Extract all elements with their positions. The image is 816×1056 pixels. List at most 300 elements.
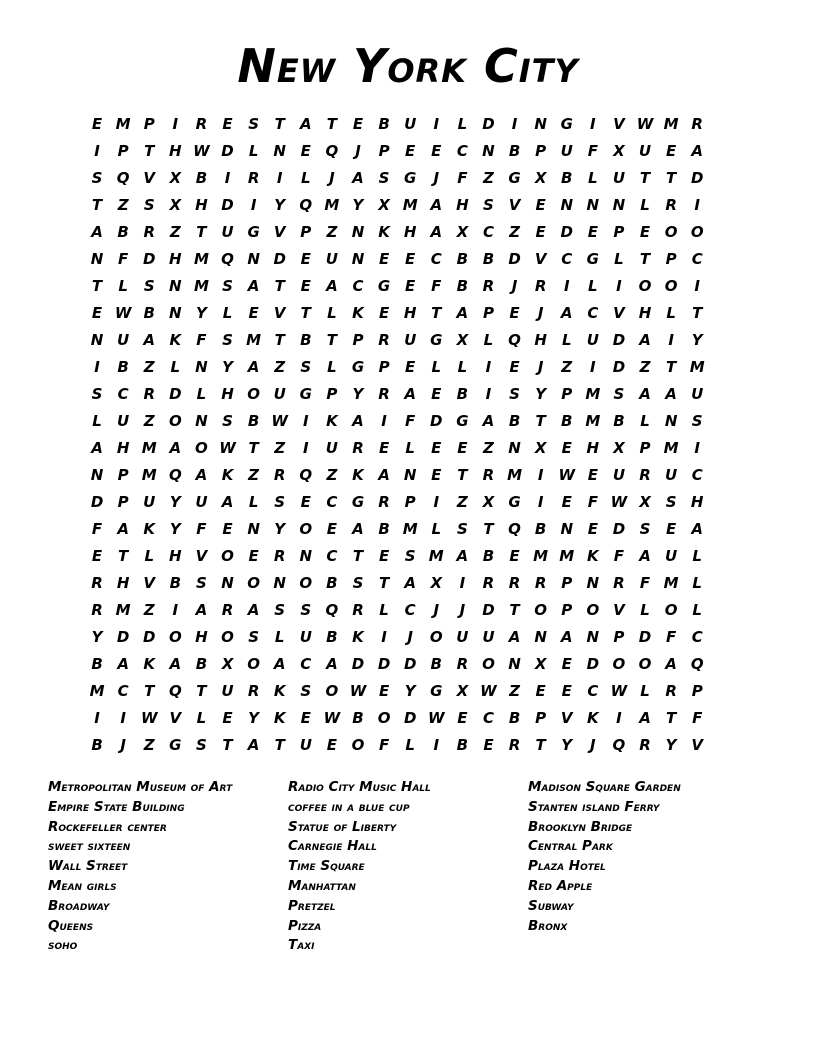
grid-cell: E xyxy=(535,223,546,241)
grid-cell: Z xyxy=(326,223,338,241)
grid-cell: G xyxy=(430,682,443,700)
grid-cell: D xyxy=(169,385,182,403)
grid-cell: W xyxy=(427,709,445,727)
grid-cell: A xyxy=(247,277,260,295)
grid-cell: U xyxy=(482,628,495,646)
grid-cell: F xyxy=(378,736,390,754)
grid-cell: L xyxy=(666,304,676,322)
grid-cell: Q xyxy=(325,601,339,619)
grid-cell: V xyxy=(273,223,286,241)
word-list-item: coffee in a blue cup xyxy=(288,798,410,815)
grid-cell: Q xyxy=(168,682,182,700)
grid-cell: I xyxy=(303,412,309,430)
grid-cell: P xyxy=(143,115,155,133)
grid-cell: P xyxy=(300,223,312,241)
grid-cell: S xyxy=(222,277,233,295)
grid-cell: W xyxy=(558,466,575,484)
grid-cell: F xyxy=(587,493,598,511)
grid-cell: B xyxy=(143,304,155,322)
grid-cell: V xyxy=(195,547,208,565)
grid-cell: R xyxy=(639,466,651,484)
grid-cell: Z xyxy=(326,466,338,484)
grid-cell: E xyxy=(378,439,390,457)
grid-cell: R xyxy=(247,169,260,187)
grid-row xyxy=(84,300,734,327)
grid-cell: K xyxy=(221,466,234,484)
grid-cell: Y xyxy=(195,304,207,322)
grid-cell: L xyxy=(196,709,207,727)
grid-cell: I xyxy=(433,736,440,754)
grid-cell: O xyxy=(351,736,365,754)
grid-cell: S xyxy=(483,196,494,214)
grid-cell: K xyxy=(169,331,182,349)
grid-cell: N xyxy=(664,412,678,430)
word-list-column xyxy=(528,778,768,956)
word-list-item: Time Square xyxy=(288,858,365,875)
grid-row xyxy=(84,138,734,165)
grid-row xyxy=(84,111,734,138)
grid-row xyxy=(84,381,734,408)
grid-cell: M xyxy=(141,466,157,484)
grid-cell: C xyxy=(117,385,129,403)
grid-cell: V xyxy=(613,601,625,619)
grid-cell: I xyxy=(485,385,492,403)
grid-cell: V xyxy=(169,709,182,727)
grid-cell: M xyxy=(246,331,262,349)
grid-cell: S xyxy=(143,277,155,295)
grid-cell: S xyxy=(352,574,364,592)
grid-cell: H xyxy=(169,250,182,268)
grid-cell: D xyxy=(612,520,626,538)
grid-cell: R xyxy=(665,682,677,700)
grid-cell: M xyxy=(559,547,575,565)
grid-cell: A xyxy=(665,655,677,673)
grid-cell: B xyxy=(482,250,495,268)
grid-cell: N xyxy=(299,547,313,565)
grid-cell: O xyxy=(664,277,678,295)
grid-cell: E xyxy=(431,439,442,457)
grid-cell: C xyxy=(352,277,364,295)
grid-cell: H xyxy=(116,574,130,592)
grid-cell: M xyxy=(663,115,679,133)
grid-cell: B xyxy=(352,709,364,727)
grid-cell: I xyxy=(668,331,674,349)
grid-cell: X xyxy=(613,439,625,457)
grid-cell: D xyxy=(403,709,417,727)
grid-cell: D xyxy=(638,628,652,646)
grid-cell: X xyxy=(639,493,651,511)
grid-cell: E xyxy=(665,142,677,160)
grid-cell: E xyxy=(405,277,416,295)
grid-cell: U xyxy=(299,628,312,646)
grid-cell: N xyxy=(169,304,182,322)
grid-cell: Z xyxy=(483,169,494,187)
grid-cell: U xyxy=(665,547,678,565)
grid-cell: T xyxy=(274,115,285,133)
grid-cell: S xyxy=(248,115,260,133)
grid-cell: C xyxy=(561,250,573,268)
grid-cell: G xyxy=(508,493,521,511)
grid-cell: R xyxy=(534,574,547,592)
grid-cell: A xyxy=(639,709,651,727)
grid-cell: E xyxy=(431,466,442,484)
grid-cell: E xyxy=(300,250,311,268)
grid-cell: I xyxy=(172,115,179,133)
grid-cell: I xyxy=(537,493,544,511)
grid-cell: L xyxy=(588,277,598,295)
grid-cell: P xyxy=(378,358,390,376)
grid-cell: C xyxy=(691,466,703,484)
grid-cell: C xyxy=(587,682,599,700)
grid-cell: T xyxy=(91,196,103,214)
grid-cell: E xyxy=(457,709,468,727)
grid-cell: X xyxy=(221,655,234,673)
grid-cell: Q xyxy=(508,520,521,538)
grid-cell: U xyxy=(299,736,312,754)
grid-cell: Z xyxy=(248,466,260,484)
grid-cell: A xyxy=(326,655,338,673)
grid-cell: A xyxy=(665,385,677,403)
grid-cell: N xyxy=(247,250,260,268)
word-list xyxy=(48,778,768,956)
grid-cell: B xyxy=(508,709,521,727)
grid-cell: K xyxy=(378,223,390,241)
grid-cell: P xyxy=(404,493,416,511)
grid-cell: I xyxy=(433,493,440,511)
grid-cell: W xyxy=(114,304,132,322)
grid-cell: A xyxy=(639,331,651,349)
grid-cell: A xyxy=(482,412,495,430)
word-list-item: Central Park xyxy=(528,838,613,855)
grid-cell: R xyxy=(378,493,390,511)
grid-cell: N xyxy=(169,277,182,295)
grid-cell: E xyxy=(405,142,416,160)
grid-cell: B xyxy=(378,520,390,538)
grid-cell: A xyxy=(560,304,573,322)
grid-cell: U xyxy=(612,466,626,484)
grid-cell: L xyxy=(196,385,207,403)
grid-cell: P xyxy=(352,331,364,349)
grid-cell: O xyxy=(195,439,208,457)
grid-cell: N xyxy=(90,250,104,268)
grid-cell: O xyxy=(247,655,260,673)
grid-cell: E xyxy=(535,682,546,700)
grid-cell: S xyxy=(143,196,155,214)
grid-cell: P xyxy=(117,142,129,160)
grid-cell: U xyxy=(560,142,573,160)
grid-cell: F xyxy=(431,277,442,295)
grid-row xyxy=(84,516,734,543)
grid-cell: A xyxy=(169,655,182,673)
grid-cell: B xyxy=(508,142,521,160)
grid-cell: A xyxy=(691,520,703,538)
grid-cell: Z xyxy=(143,412,155,430)
grid-cell: S xyxy=(91,385,103,403)
grid-cell: K xyxy=(587,709,599,727)
grid-cell: A xyxy=(273,655,286,673)
grid-cell: E xyxy=(378,250,390,268)
grid-cell: J xyxy=(459,601,466,619)
grid-row xyxy=(84,354,734,381)
grid-cell: L xyxy=(327,358,337,376)
grid-cell: A xyxy=(352,520,364,538)
grid-cell: Z xyxy=(169,223,181,241)
grid-cell: P xyxy=(561,574,573,592)
grid-cell: Y xyxy=(274,520,286,538)
grid-cell: D xyxy=(116,628,130,646)
grid-cell: Q xyxy=(690,655,704,673)
grid-cell: X xyxy=(430,574,443,592)
grid-cell: M xyxy=(402,520,418,538)
grid-cell: E xyxy=(561,655,572,673)
grid-cell: D xyxy=(143,250,156,268)
grid-cell: T xyxy=(91,277,103,295)
grid-cell: M xyxy=(115,115,131,133)
grid-cell: L xyxy=(248,142,259,160)
grid-cell: Q xyxy=(612,736,626,754)
grid-cell: I xyxy=(694,196,700,214)
grid-cell: D xyxy=(273,250,286,268)
grid-row xyxy=(84,678,734,705)
grid-row xyxy=(84,489,734,516)
grid-cell: A xyxy=(195,466,208,484)
grid-cell: C xyxy=(482,709,494,727)
grid-cell: S xyxy=(196,574,207,592)
grid-cell: H xyxy=(534,331,547,349)
grid-cell: K xyxy=(143,655,156,673)
grid-cell: V xyxy=(143,169,156,187)
grid-cell: Q xyxy=(221,250,234,268)
grid-cell: Z xyxy=(143,358,155,376)
grid-cell: E xyxy=(431,385,442,403)
grid-cell: A xyxy=(247,736,260,754)
grid-cell: J xyxy=(120,736,126,754)
grid-cell: Z xyxy=(509,223,520,241)
grid-cell: Y xyxy=(169,520,181,538)
grid-cell: D xyxy=(612,331,626,349)
grid-cell: A xyxy=(91,223,103,241)
grid-cell: H xyxy=(195,628,208,646)
grid-cell: L xyxy=(379,601,389,619)
grid-row xyxy=(84,570,734,597)
grid-cell: U xyxy=(195,493,208,511)
grid-cell: R xyxy=(273,466,286,484)
grid-cell: S xyxy=(509,385,520,403)
grid-row xyxy=(84,624,734,651)
grid-row xyxy=(84,273,734,300)
grid-cell: K xyxy=(143,520,156,538)
grid-cell: Q xyxy=(116,169,130,187)
grid-cell: F xyxy=(457,169,468,187)
grid-cell: H xyxy=(169,142,182,160)
grid-cell: Z xyxy=(274,358,286,376)
grid-cell: P xyxy=(639,439,651,457)
grid-cell: W xyxy=(610,682,628,700)
grid-cell: S xyxy=(300,601,312,619)
grid-cell: E xyxy=(405,250,416,268)
grid-row xyxy=(84,732,734,759)
grid-cell: O xyxy=(247,574,260,592)
grid-cell: B xyxy=(195,169,208,187)
grid-cell: O xyxy=(586,601,600,619)
grid-cell: G xyxy=(430,331,443,349)
grid-cell: S xyxy=(665,493,677,511)
grid-cell: I xyxy=(590,115,596,133)
grid-cell: B xyxy=(117,223,129,241)
grid-cell: Q xyxy=(325,142,339,160)
grid-cell: P xyxy=(613,628,625,646)
grid-cell: R xyxy=(273,547,286,565)
grid-cell: H xyxy=(116,439,130,457)
grid-cell: B xyxy=(247,412,260,430)
grid-cell: M xyxy=(585,412,601,430)
grid-cell: S xyxy=(274,601,286,619)
grid-cell: U xyxy=(638,142,652,160)
grid-cell: L xyxy=(431,520,442,538)
word-list-item: Brooklyn Bridge xyxy=(528,818,633,835)
grid-cell: M xyxy=(507,466,523,484)
grid-cell: Y xyxy=(248,709,260,727)
grid-cell: Y xyxy=(691,331,703,349)
grid-cell: K xyxy=(352,466,364,484)
grid-cell: T xyxy=(665,169,677,187)
grid-cell: Q xyxy=(299,466,313,484)
word-list-item: soho xyxy=(48,937,78,954)
grid-cell: Z xyxy=(143,601,155,619)
grid-cell: E xyxy=(509,358,520,376)
grid-row xyxy=(84,219,734,246)
grid-cell: P xyxy=(326,385,338,403)
grid-cell: L xyxy=(170,358,181,376)
grid-cell: B xyxy=(91,736,103,754)
grid-cell: K xyxy=(587,547,599,565)
grid-cell: T xyxy=(196,682,207,700)
grid-cell: N xyxy=(90,466,104,484)
grid-cell: S xyxy=(91,169,103,187)
grid-cell: M xyxy=(193,277,209,295)
grid-cell: A xyxy=(404,385,416,403)
grid-cell: J xyxy=(537,304,544,322)
grid-cell: K xyxy=(273,682,286,700)
grid-cell: L xyxy=(92,412,102,430)
grid-cell: E xyxy=(561,493,572,511)
grid-cell: R xyxy=(691,115,703,133)
grid-cell: A xyxy=(560,628,573,646)
grid-cell: N xyxy=(508,655,521,673)
grid-cell: S xyxy=(378,169,390,187)
grid-cell: A xyxy=(299,115,312,133)
grid-cell: M xyxy=(89,682,105,700)
grid-cell: T xyxy=(431,304,442,322)
grid-cell: L xyxy=(457,358,468,376)
grid-cell: T xyxy=(535,412,546,430)
grid-cell: G xyxy=(169,736,182,754)
grid-cell: W xyxy=(480,682,497,700)
grid-cell: T xyxy=(665,709,677,727)
grid-cell: E xyxy=(457,439,468,457)
grid-cell: R xyxy=(482,277,495,295)
grid-cell: O xyxy=(299,520,313,538)
grid-row xyxy=(84,543,734,570)
grid-cell: L xyxy=(405,736,415,754)
grid-cell: K xyxy=(352,628,364,646)
grid-cell: S xyxy=(300,682,312,700)
grid-cell: R xyxy=(665,196,677,214)
grid-cell: C xyxy=(117,682,129,700)
word-list-item: Stanten island Ferry xyxy=(528,798,660,815)
grid-cell: O xyxy=(377,709,391,727)
grid-cell: J xyxy=(537,358,544,376)
grid-cell: D xyxy=(351,655,365,673)
grid-cell: V xyxy=(613,304,625,322)
grid-cell: A xyxy=(91,439,103,457)
grid-cell: A xyxy=(221,493,234,511)
grid-cell: X xyxy=(534,439,547,457)
grid-cell: I xyxy=(511,115,518,133)
grid-cell: K xyxy=(326,412,338,430)
grid-cell: E xyxy=(222,709,233,727)
grid-cell: B xyxy=(117,358,129,376)
grid-cell: C xyxy=(482,223,494,241)
grid-cell: W xyxy=(219,439,236,457)
grid-cell: M xyxy=(193,250,209,268)
grid-cell: D xyxy=(403,655,417,673)
grid-cell: E xyxy=(326,520,338,538)
grid-cell: P xyxy=(482,304,494,322)
grid-cell: C xyxy=(691,628,703,646)
grid-cell: T xyxy=(509,601,520,619)
grid-cell: K xyxy=(273,709,286,727)
grid-cell: W xyxy=(636,115,654,133)
grid-cell: U xyxy=(325,439,338,457)
grid-cell: P xyxy=(613,223,625,241)
grid-cell: R xyxy=(352,601,364,619)
grid-cell: C xyxy=(587,304,599,322)
grid-cell: M xyxy=(428,547,444,565)
grid-cell: V xyxy=(560,709,573,727)
grid-cell: R xyxy=(378,385,390,403)
grid-cell: D xyxy=(143,628,156,646)
grid-cell: E xyxy=(378,682,390,700)
grid-cell: N xyxy=(508,439,521,457)
grid-cell: T xyxy=(274,277,285,295)
grid-cell: M xyxy=(141,439,157,457)
grid-cell: E xyxy=(300,142,311,160)
grid-cell: B xyxy=(456,277,469,295)
grid-cell: S xyxy=(404,547,416,565)
grid-cell: E xyxy=(91,547,103,565)
grid-cell: W xyxy=(610,493,628,511)
grid-cell: U xyxy=(117,412,130,430)
grid-cell: B xyxy=(482,547,495,565)
grid-cell: P xyxy=(117,466,129,484)
grid-cell: A xyxy=(352,169,364,187)
grid-cell: E xyxy=(509,547,520,565)
grid-cell: M xyxy=(324,196,340,214)
grid-cell: R xyxy=(91,574,103,592)
grid-cell: I xyxy=(250,196,257,214)
grid-cell: W xyxy=(349,682,367,700)
grid-cell: O xyxy=(221,628,234,646)
grid-cell: U xyxy=(325,250,338,268)
grid-cell: L xyxy=(614,250,624,268)
grid-cell: N xyxy=(195,412,208,430)
grid-cell: N xyxy=(560,196,574,214)
grid-cell: J xyxy=(407,628,413,646)
grid-cell: P xyxy=(535,142,547,160)
grid-cell: V xyxy=(143,574,156,592)
grid-cell: I xyxy=(94,709,100,727)
